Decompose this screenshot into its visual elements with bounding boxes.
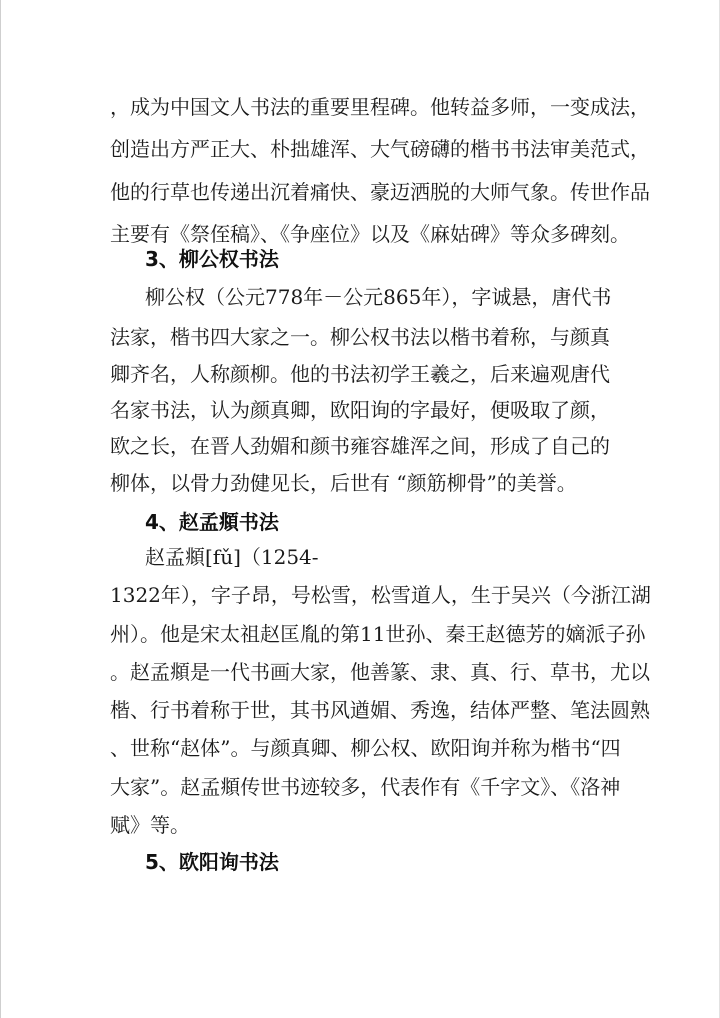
paragraph-line: 柳体，以骨力劲健见长，后世有 “颜筋柳骨”的美誉。 <box>110 471 577 495</box>
paragraph-line: 大家”。赵孟頫传世书迹较多，代表作有《千字文》、《洛神 <box>110 775 621 799</box>
paragraph-line: 、世称“赵体”。与颜真卿、柳公权、欧阳询并称为楷书“四 <box>110 736 621 760</box>
paragraph-line: 赵孟頫[fǔ]（1254- <box>145 545 319 569</box>
paragraph-line: 柳公权（公元778年－公元865年），字诚悬，唐代书 <box>145 285 612 309</box>
paragraph-line: 名家书法，认为颜真卿，欧阳询的字最好，便吸取了颜， <box>110 398 610 422</box>
paragraph-line: 创造出方严正大、朴拙雄浑、大气磅礴的楷书书法审美范式， <box>110 137 650 161</box>
paragraph-line: ，成为中国文人书法的重要里程碑。他转益多师，一变成法， <box>110 95 650 119</box>
section-heading: 4、赵孟頫书法 <box>145 510 279 534</box>
section-heading: 3、柳公权书法 <box>145 247 279 271</box>
paragraph-line: 欧之长，在晋人劲媚和颜书雍容雄浑之间，形成了自己的 <box>110 434 610 458</box>
paragraph-line: 1322年），字子昂，号松雪，松雪道人，生于吴兴（今浙江湖 <box>110 583 651 607</box>
page-left-edge <box>0 0 1 1018</box>
paragraph-line: 赋》等。 <box>110 813 190 837</box>
paragraph-line: 主要有《祭侄稿》、《争座位》以及《麻姑碑》等众多碑刻。 <box>110 222 630 246</box>
paragraph-line: 楷、行书着称于世，其书风遒媚、秀逸，结体严整、笔法圆熟 <box>110 698 650 722</box>
paragraph-line: 。赵孟頫是一代书画大家，他善篆、隶、真、行、草书，尤以 <box>110 660 650 684</box>
paragraph-line: 法家，楷书四大家之一。柳公权书法以楷书着称，与颜真 <box>110 325 610 349</box>
paragraph-line: 他的行草也传递出沉着痛快、豪迈洒脱的大师气象。传世作品 <box>110 180 650 204</box>
section-heading: 5、欧阳询书法 <box>145 850 279 874</box>
paragraph-line: 州）。他是宋太祖赵匡胤的第11世孙、秦王赵德芳的嫡派子孙 <box>110 622 646 646</box>
paragraph-line: 卿齐名，人称颜柳。他的书法初学王羲之，后来遍观唐代 <box>110 362 610 386</box>
